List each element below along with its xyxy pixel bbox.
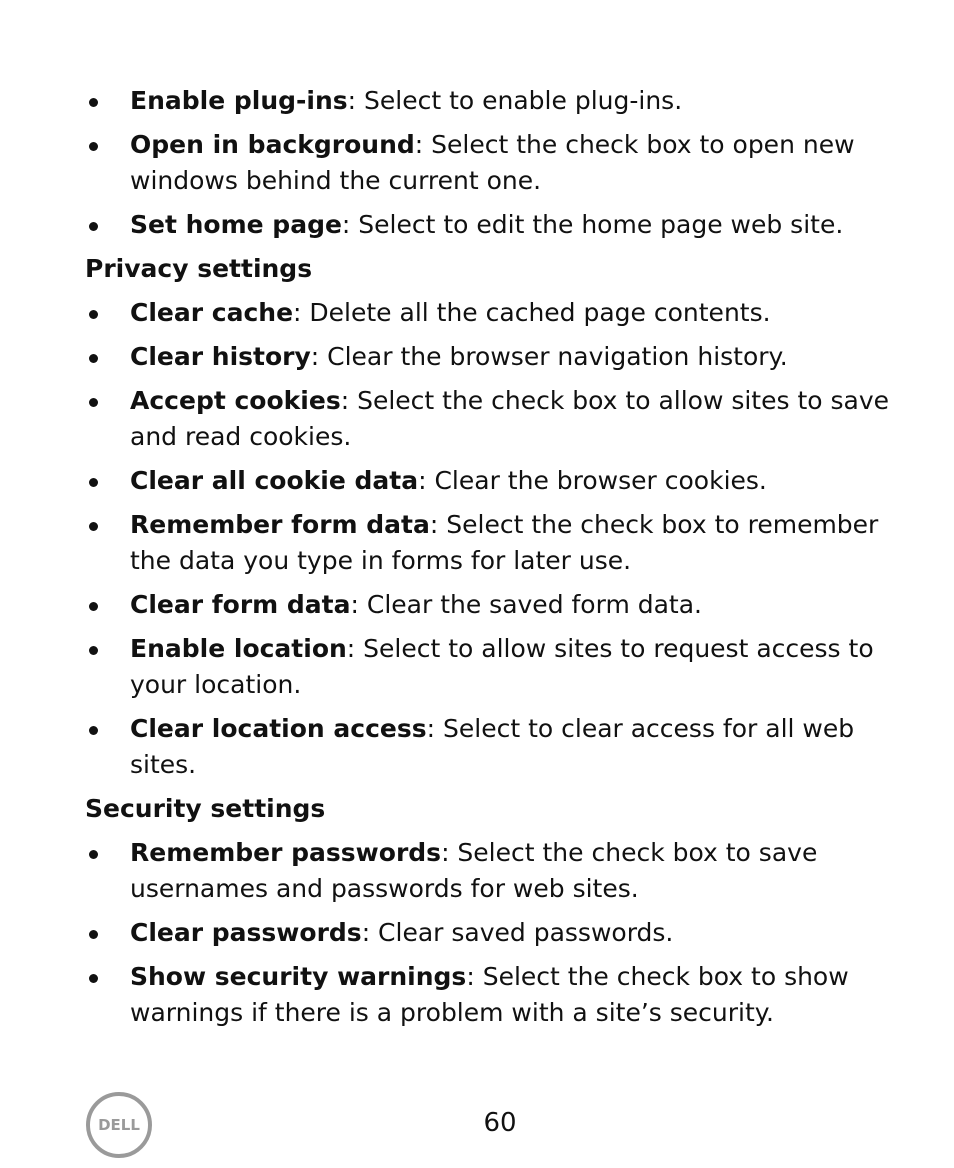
item-description: : Select to edit the home page web site. <box>341 210 844 239</box>
item-description: : Clear the browser navigation history. <box>310 342 788 371</box>
bullet-icon <box>89 930 98 939</box>
list-item <box>85 463 905 499</box>
privacy-settings-heading: Privacy settings <box>85 254 313 283</box>
list-item <box>85 959 905 1031</box>
item-term: Remember passwords <box>130 838 442 867</box>
item-term: Clear history <box>130 342 311 371</box>
bullet-icon <box>89 98 98 107</box>
list-item <box>85 83 905 119</box>
item-description: : Select to clear access for all web sites. <box>130 714 855 779</box>
item-term: Remember form data <box>130 510 430 539</box>
item-description: : Select to allow sites to request access to your location. <box>130 634 874 699</box>
item-description: : Select the check box to save usernames and passwords for web sites. <box>130 838 818 903</box>
bullet-icon <box>89 354 98 363</box>
bullet-icon <box>89 602 98 611</box>
list-item <box>85 915 905 951</box>
item-description: : Clear the saved form data. <box>350 590 703 619</box>
privacy-settings-list <box>85 295 905 783</box>
item-description: : Select the check box to remember the data you type in forms for later use. <box>130 510 879 575</box>
page-content <box>85 83 905 1039</box>
item-description: : Clear saved passwords. <box>361 918 674 947</box>
bullet-icon <box>89 646 98 655</box>
item-term: Enable plug-ins <box>130 86 348 115</box>
item-term: Clear location access <box>130 714 427 743</box>
bullet-icon <box>89 142 98 151</box>
list-item <box>85 835 905 907</box>
item-term: Clear form data <box>130 590 351 619</box>
item-term: Set home page <box>130 210 342 239</box>
item-description: : Delete all the cached page contents. <box>293 298 771 327</box>
bullet-icon <box>89 222 98 231</box>
list-item <box>85 587 905 623</box>
bullet-icon <box>89 398 98 407</box>
item-description: : Select the check box to open new windows behind the current one. <box>130 130 855 195</box>
list-item <box>85 207 905 243</box>
item-term: Clear passwords <box>130 918 362 947</box>
item-term: Enable location <box>130 634 347 663</box>
security-settings-heading: Security settings <box>85 794 326 823</box>
general-settings-list <box>85 83 905 243</box>
item-term: Accept cookies <box>130 386 341 415</box>
page-number: 60 <box>483 1108 517 1138</box>
bullet-icon <box>89 726 98 735</box>
bullet-icon <box>89 478 98 487</box>
bullet-icon <box>89 522 98 531</box>
list-item <box>85 711 905 783</box>
list-item <box>85 127 905 199</box>
item-term: Show security warnings <box>130 962 467 991</box>
item-description: : Select the check box to show warnings if there is a problem with a site’s security. <box>130 962 849 1027</box>
list-item <box>85 383 905 455</box>
item-term: Clear cache <box>130 298 294 327</box>
item-term: Open in background <box>130 130 415 159</box>
security-settings-list <box>85 835 905 1031</box>
list-item <box>85 295 905 331</box>
item-term: Clear all cookie data <box>130 466 419 495</box>
list-item <box>85 631 905 703</box>
bullet-icon <box>89 310 98 319</box>
bullet-icon <box>89 974 98 983</box>
item-description: : Select the check box to allow sites to save and read cookies. <box>130 386 890 451</box>
dell-logo-text: DELL <box>98 1116 140 1134</box>
list-item <box>85 507 905 579</box>
item-description: : Clear the browser cookies. <box>418 466 767 495</box>
bullet-icon <box>89 850 98 859</box>
list-item <box>85 339 905 375</box>
item-description: : Select to enable plug-ins. <box>347 86 683 115</box>
